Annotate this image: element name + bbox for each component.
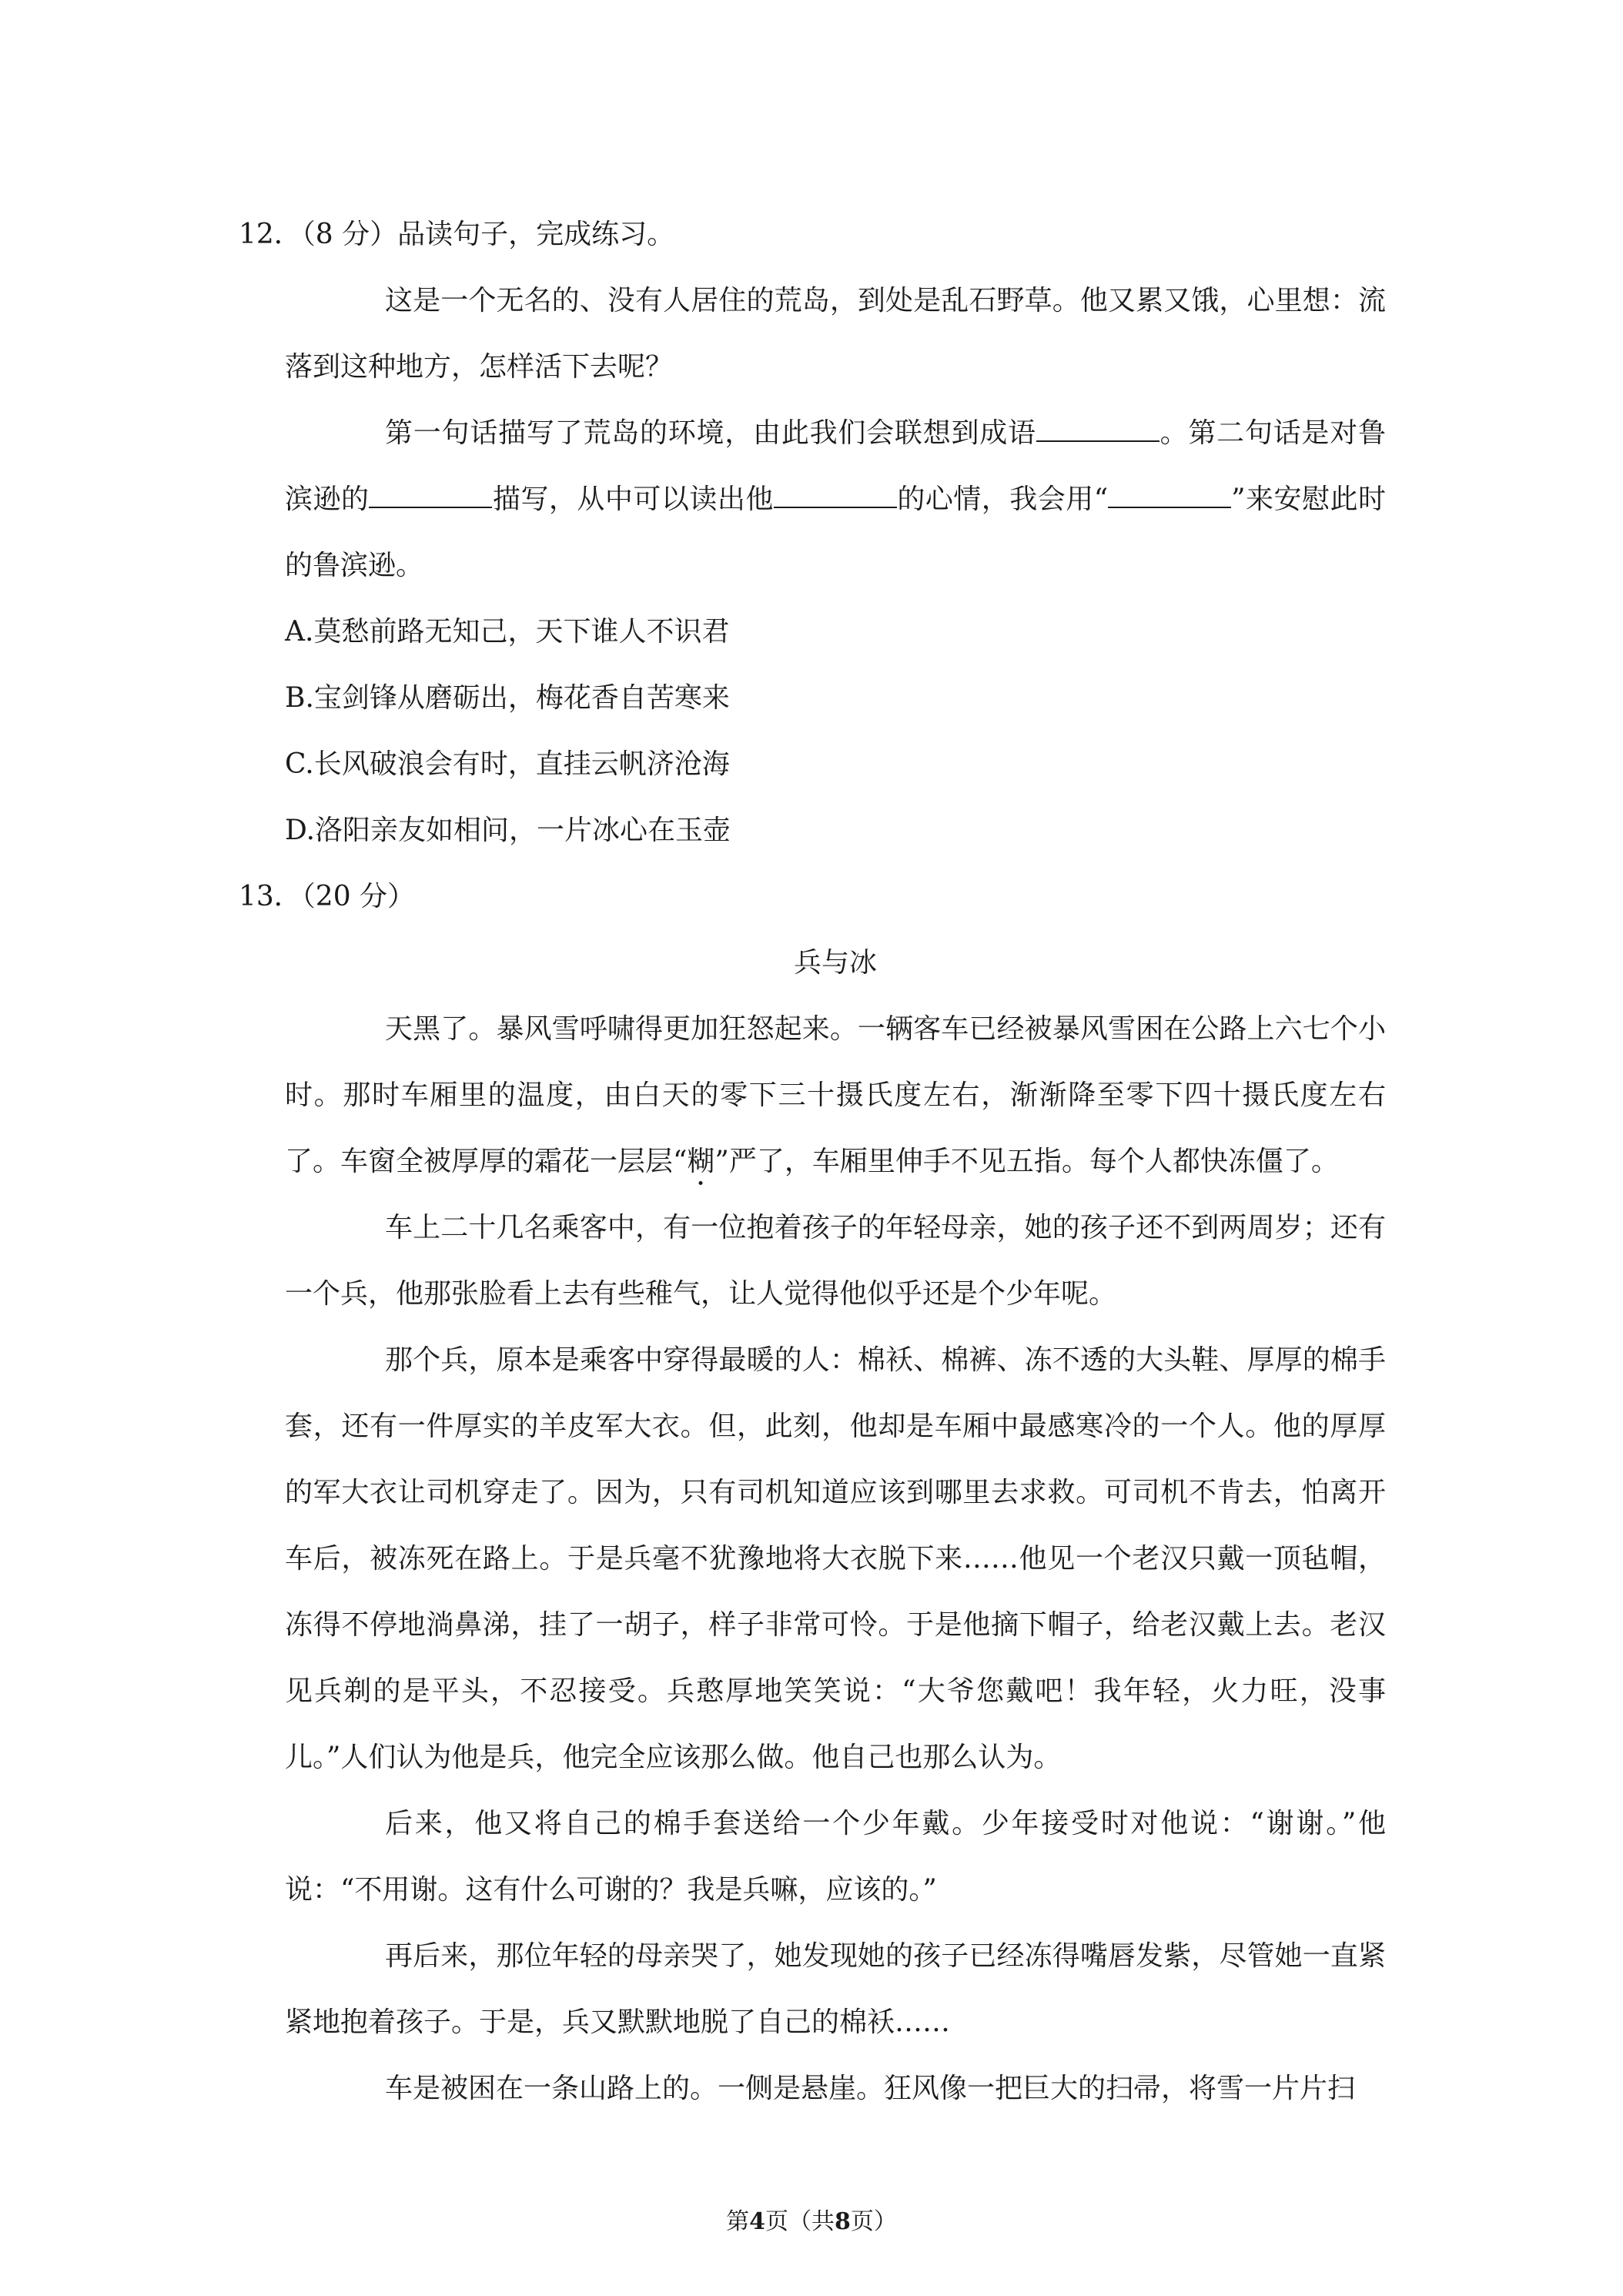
footer-total-pages: 8 xyxy=(835,2208,851,2235)
article-title: 兵与冰 xyxy=(793,947,877,979)
footer-middle: 页（共 xyxy=(765,2208,835,2235)
task-text-5: ”来安慰此时的鲁滨逊。 xyxy=(285,484,1386,581)
task-text-3: 描写，从中可以读出他 xyxy=(492,484,774,515)
question-13-heading: 13．（20 分） xyxy=(239,881,416,912)
footer-prefix: 第 xyxy=(726,2208,750,2235)
option-a: A.莫愁前路无知己，天下谁人不识君 xyxy=(285,616,730,648)
page-footer xyxy=(0,2202,1623,2236)
question-12-passage: 这是一个无名的、没有人居住的荒岛，到处是乱石野草。他又累又饿，心里想：流落到这种地方，怎样活下去呢？ xyxy=(285,285,1386,383)
emphasis-dot-char: 糊 xyxy=(687,1146,715,1177)
article-paragraph-2: 车上二十几名乘客中，有一位抱着孩子的年轻母亲，她的孩子还不到两周岁；还有一个兵，他那张脸看上去有些稚气，让人觉得他似乎还是个少年呢。 xyxy=(285,1212,1386,1310)
blank-quote xyxy=(1108,480,1231,508)
article-paragraph-3: 那个兵，原本是乘客中穿得最暖的人：棉袄、棉裤、冻不透的大头鞋、厚厚的棉手套，还有一件厚实的羊皮军大衣。但，此刻，他却是车厢中最感寒冷的一个人。他的厚厚的军大衣让司机穿走了。因为，只有司机知道应该到哪里去求救。可司机不肯去，怕离开车后，被冻死在路上。于是兵毫不犹豫地将大衣脱下来……他见一个老汉只戴一顶毡帽，冻得不停地淌鼻涕，挂了一胡子，样子非常可怜。于是他摘下帽子，给老汉戴上去。老汉见兵剃的是平头，不忍接受。兵憨厚地笑笑说：“大爷您戴吧！我年轻，火力旺，没事儿。”人们认为他是兵，他完全应该那么做。他自己也那么认为。 xyxy=(285,1344,1386,1773)
blank-description-type xyxy=(369,480,492,508)
article-paragraph-4: 后来，他又将自己的棉手套送给一个少年戴。少年接受时对他说：“谢谢。”他说：“不用谢。这有什么可谢的？我是兵嘛，应该的。” xyxy=(285,1808,1386,1906)
footer-page-number: 4 xyxy=(749,2208,765,2235)
question-12-heading: 12．（8 分）品读句子，完成练习。 xyxy=(239,219,675,250)
option-b: B.宝剑锋从磨砺出，梅花香自苦寒来 xyxy=(285,682,730,714)
task-text-1: 第一句话描写了荒岛的环境，由此我们会联想到成语 xyxy=(385,417,1036,449)
task-text-4: 的心情，我会用“ xyxy=(896,484,1109,515)
footer-suffix: 页） xyxy=(850,2208,897,2235)
task-text-2: 。第二句话是对鲁滨逊的 xyxy=(285,417,1386,515)
paragraph-1-text-b: ”严了，车厢里伸手不见五指。每个人都快冻僵了。 xyxy=(714,1146,1339,1177)
article-paragraph-6: 车是被困在一条山路上的。一侧是悬崖。狂风像一把巨大的扫帚，将雪一片片扫 xyxy=(385,2073,1356,2104)
option-c: C.长风破浪会有时，直挂云帆济沧海 xyxy=(285,748,730,780)
article-paragraph-5: 再后来，那位年轻的母亲哭了，她发现她的孩子已经冻得嘴唇发紫，尽管她一直紧紧地抱着孩子。于是，兵又默默地脱了自己的棉袄…… xyxy=(285,1940,1386,2038)
blank-mood xyxy=(774,480,897,508)
article-paragraph-1 xyxy=(239,996,1386,1195)
option-d: D.洛阳亲友如相问，一片冰心在玉壶 xyxy=(285,815,731,846)
paragraph-1-text-a: 天黑了。暴风雪呼啸得更加狂怒起来。一辆客车已经被暴风雪困在公路上六七个小时。那时车厢里的温度，由白天的零下三十摄氏度左右，渐渐降至零下四十摄氏度左右了。车窗全被厚厚的霜花一层层“ xyxy=(285,1013,1386,1177)
question-12-task xyxy=(239,400,1386,599)
blank-idiom xyxy=(1036,414,1160,442)
page-content xyxy=(239,202,1386,2122)
